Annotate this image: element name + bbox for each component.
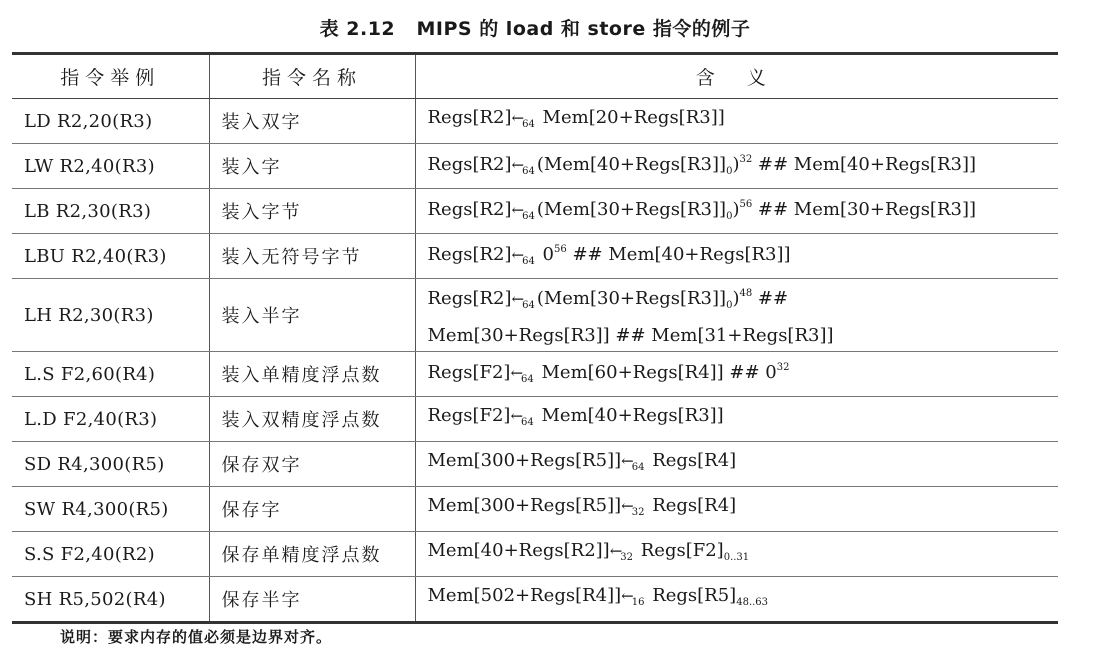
transfer-width: 64 — [521, 416, 534, 428]
meaning-line — [428, 581, 1059, 618]
meaning-subscript: 0 — [726, 300, 733, 311]
transfer-width: 64 — [522, 256, 535, 267]
meaning-concat: ## Mem[40+Regs[R3]] — [566, 244, 791, 265]
meaning-subscript: 0 — [726, 166, 733, 177]
meaning-superscript: 56 — [554, 244, 567, 255]
table-row — [12, 234, 1058, 279]
transfer-width: 64 — [521, 374, 534, 385]
instruction-meaning — [415, 279, 1058, 352]
instruction-name: 保存半字 — [209, 577, 415, 623]
table-row — [12, 487, 1058, 532]
meaning-target: Mem[300+Regs[R5]] — [427, 494, 622, 516]
meaning-line — [428, 491, 1059, 528]
instruction-example: L.D F2,40(R3) — [12, 397, 209, 442]
instruction-example: LW R2,40(R3) — [12, 144, 209, 189]
arrow-glyph: ← — [511, 156, 523, 174]
instruction-example: LB R2,30(R3) — [12, 189, 209, 234]
header-name: 指令名称 — [209, 54, 415, 99]
meaning-superscript: 32 — [776, 362, 790, 373]
arrow-glyph: ← — [621, 586, 632, 605]
transfer-width: 64 — [631, 461, 645, 473]
table-row — [12, 189, 1058, 234]
meaning-target: Regs[F2] — [427, 362, 511, 383]
arrow-glyph: ← — [511, 290, 523, 308]
meaning-line — [428, 353, 1059, 395]
transfer-width: 32 — [620, 551, 634, 563]
header-meaning: 含义 — [415, 54, 1058, 99]
transfer-arrow-icon — [512, 150, 537, 187]
load-store-table — [12, 52, 1058, 624]
meaning-target: Regs[R2] — [427, 244, 512, 265]
arrow-glyph: ← — [609, 541, 621, 560]
meaning-source: Mem[60+Regs[R4]] ## 0 — [535, 362, 777, 383]
table-row — [12, 532, 1058, 577]
header-row — [12, 54, 1058, 99]
instruction-example: LBU R2,40(R3) — [12, 234, 209, 279]
meaning-source: 0 — [536, 244, 555, 265]
transfer-width: 32 — [631, 506, 645, 518]
table-body — [12, 99, 1058, 623]
meaning-target: Mem[300+Regs[R5]] — [427, 449, 622, 471]
meaning-line — [428, 446, 1059, 483]
instruction-meaning — [415, 144, 1058, 189]
meaning-target: Regs[R2] — [427, 154, 512, 175]
meaning-target: Regs[R2] — [427, 288, 512, 309]
table-row — [12, 442, 1058, 487]
instruction-meaning — [415, 532, 1058, 577]
instruction-example: SH R5,502(R4) — [12, 577, 209, 623]
instruction-name: 装入单精度浮点数 — [209, 352, 415, 397]
transfer-arrow-icon — [510, 358, 535, 395]
transfer-arrow-icon — [621, 491, 646, 528]
instruction-name: 装入字节 — [209, 189, 415, 234]
meaning-target: Regs[R2] — [427, 199, 512, 220]
transfer-width: 64 — [522, 211, 535, 222]
instruction-meaning — [415, 189, 1058, 234]
arrow-glyph: ← — [511, 108, 523, 127]
table-row — [12, 577, 1058, 623]
meaning-line-2: Mem[30+Regs[R3]] ## Mem[31+Regs[R3]] — [427, 325, 834, 346]
instruction-name: 装入字 — [209, 144, 415, 189]
meaning-source: Mem[40+Regs[R3]] — [535, 404, 724, 426]
transfer-arrow-icon — [512, 195, 537, 232]
instruction-meaning — [415, 487, 1058, 532]
transfer-width: 64 — [522, 118, 535, 130]
transfer-arrow-icon — [510, 401, 535, 438]
instruction-meaning — [415, 234, 1058, 279]
transfer-arrow-icon — [512, 284, 537, 321]
arrow-glyph: ← — [621, 451, 632, 470]
transfer-width: 64 — [522, 166, 535, 177]
transfer-arrow-icon — [621, 446, 646, 483]
meaning-concat: ## Mem[40+Regs[R3]] — [752, 154, 977, 175]
meaning-source: Mem[20+Regs[R3]] — [536, 106, 725, 128]
meaning-target: Mem[40+Regs[R2]] — [427, 539, 610, 561]
transfer-arrow-icon — [512, 240, 537, 277]
transfer-arrow-icon — [610, 536, 635, 573]
arrow-glyph: ← — [510, 364, 522, 382]
meaning-target: Mem[502+Regs[R4]] — [427, 584, 622, 606]
instruction-example: LH R2,30(R3) — [12, 279, 209, 352]
meaning-subscript: 0..31 — [723, 551, 750, 563]
meaning-source: Regs[R4] — [646, 449, 737, 471]
header-example: 指令举例 — [12, 54, 209, 99]
table-caption: 表 2.12 MIPS 的 load 和 store 指令的例子 — [319, 18, 751, 40]
arrow-glyph: ← — [511, 246, 523, 264]
table-row — [12, 144, 1058, 189]
instruction-example: S.S F2,40(R2) — [12, 532, 209, 577]
meaning-superscript: 56 — [739, 199, 753, 210]
instruction-example: LD R2,20(R3) — [12, 99, 209, 144]
instruction-example: L.S F2,60(R4) — [12, 352, 209, 397]
table-row — [12, 352, 1058, 397]
meaning-target: Regs[F2] — [427, 404, 511, 426]
instruction-meaning — [415, 397, 1058, 442]
table-note: 说明：要求内存的值必须是边界对齐。 — [60, 628, 333, 646]
meaning-line — [428, 190, 1059, 232]
instruction-name: 保存单精度浮点数 — [209, 532, 415, 577]
meaning-source-close: ) — [732, 154, 740, 175]
instruction-meaning — [415, 442, 1058, 487]
transfer-arrow-icon — [512, 103, 537, 140]
meaning-source: (Mem[40+Regs[R3]] — [536, 154, 727, 175]
meaning-subscript: 0 — [726, 211, 733, 222]
meaning-subscript: 48..63 — [736, 596, 769, 608]
meaning-line — [428, 401, 1059, 438]
table-row — [12, 397, 1058, 442]
instruction-name: 装入双字 — [209, 99, 415, 144]
meaning-line — [428, 235, 1059, 277]
meaning-source-close: ) — [732, 288, 740, 309]
arrow-glyph: ← — [511, 201, 523, 219]
instruction-meaning — [415, 577, 1058, 623]
meaning-source: Regs[R5] — [646, 584, 737, 606]
meaning-line — [428, 279, 1059, 321]
meaning-superscript: 32 — [739, 154, 753, 165]
instruction-example: SW R4,300(R5) — [12, 487, 209, 532]
instruction-name: 装入半字 — [209, 279, 415, 352]
meaning-source: (Mem[30+Regs[R3]] — [536, 199, 727, 220]
meaning-superscript: 48 — [739, 288, 753, 299]
instruction-meaning — [415, 99, 1058, 144]
meaning-line — [428, 103, 1059, 140]
arrow-glyph: ← — [510, 406, 522, 425]
meaning-source: Regs[F2] — [635, 539, 724, 561]
meaning-concat: ## — [752, 288, 789, 309]
instruction-example: SD R4,300(R5) — [12, 442, 209, 487]
arrow-glyph: ← — [621, 496, 632, 515]
instruction-name: 装入无符号字节 — [209, 234, 415, 279]
instruction-name: 装入双精度浮点数 — [209, 397, 415, 442]
transfer-width: 16 — [631, 596, 645, 608]
transfer-arrow-icon — [621, 581, 646, 618]
transfer-width: 64 — [522, 300, 535, 311]
meaning-source: Regs[R4] — [646, 494, 737, 516]
meaning-source: (Mem[30+Regs[R3]] — [536, 288, 727, 309]
table-row — [12, 99, 1058, 144]
meaning-concat: ## Mem[30+Regs[R3]] — [752, 199, 977, 220]
instruction-name: 保存字 — [209, 487, 415, 532]
table-row — [12, 279, 1058, 352]
meaning-source-close: ) — [732, 199, 740, 220]
meaning-target: Regs[R2] — [427, 106, 512, 128]
meaning-line — [428, 536, 1059, 573]
instruction-name: 保存双字 — [209, 442, 415, 487]
instruction-meaning — [415, 352, 1058, 397]
meaning-line — [428, 145, 1059, 187]
